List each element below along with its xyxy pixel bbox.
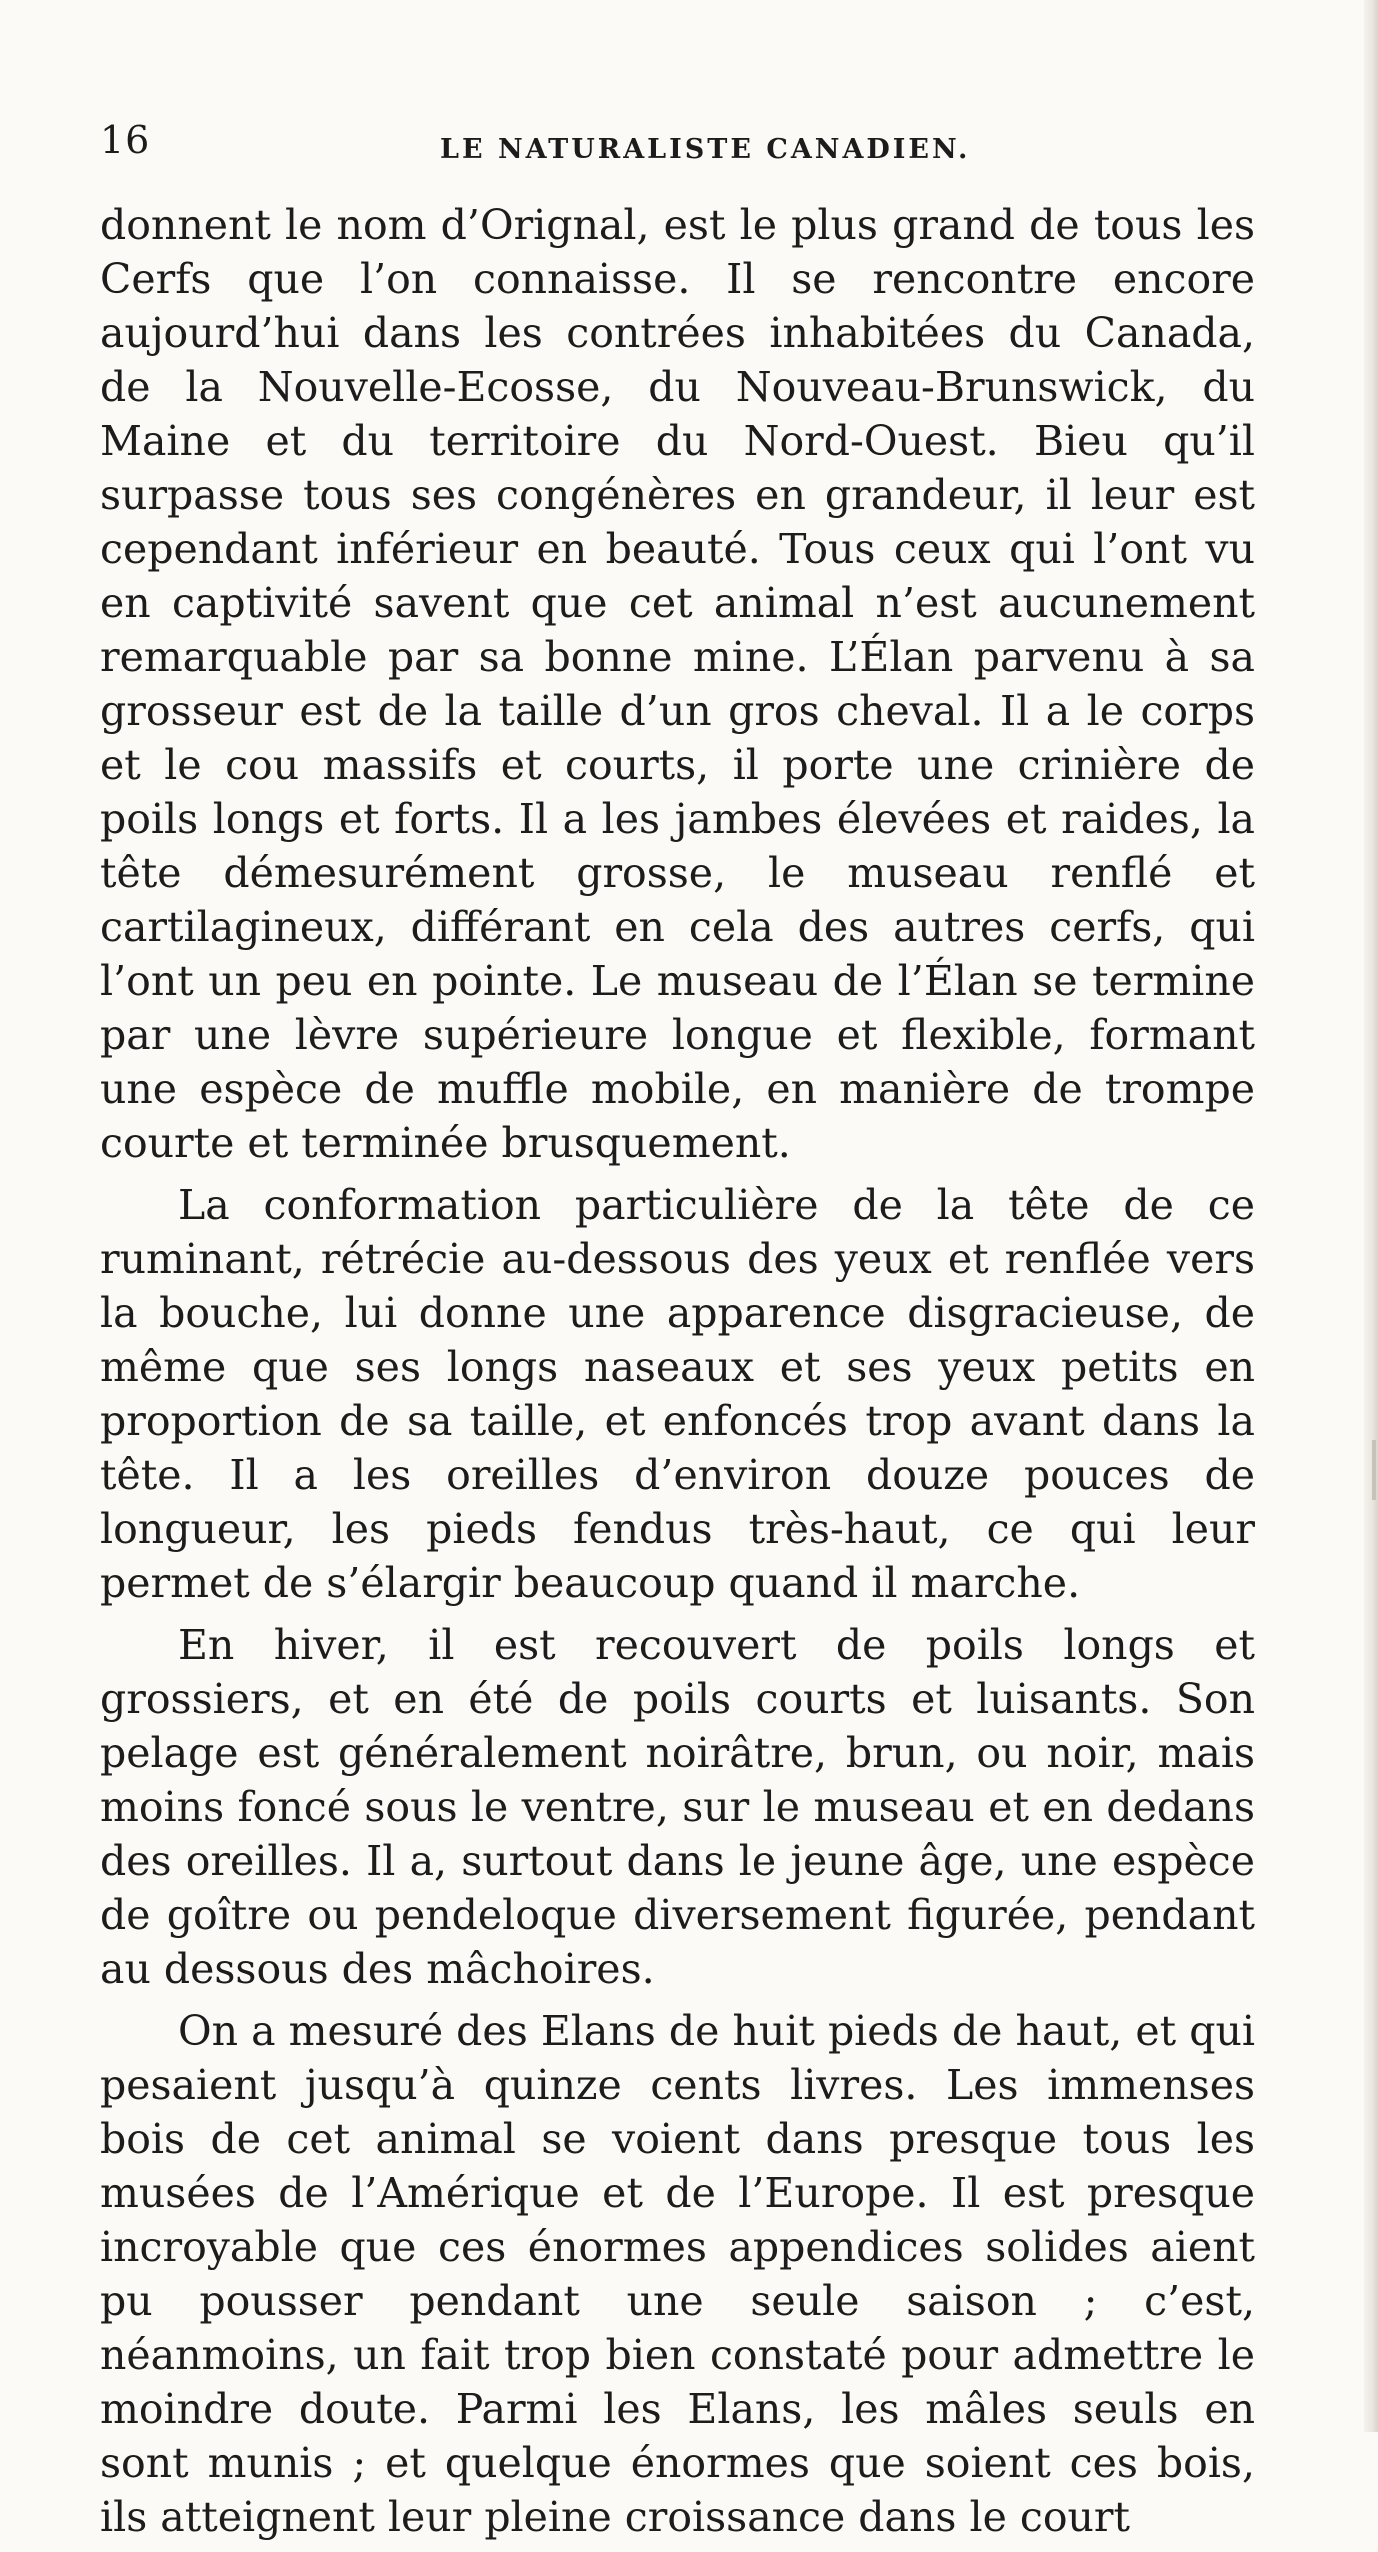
- page-edge: [1364, 0, 1378, 2432]
- running-title: LE NATURALISTE CANADIEN.: [440, 134, 971, 165]
- paragraph-3: En hiver, il est recouvert de poils longs et grossiers, et en été de poils courts et luisants. Son pelage est généralement noirâtre, brun, ou noir, mais moins foncé sous le ventre, sur le museau et en dedans des oreilles. Il a, surtout dans le jeune âge, une espèce de goître ou pendeloque diversement figurée, pendant au dessous des mâchoires.: [100, 1621, 1255, 1993]
- paragraph-1: donnent le nom d’Orignal, est le plus grand de tous les Cerfs que l’on connaisse. Il se rencontre encore aujourd’hui dans les contrées inhabitées du Canada, de la Nouvelle-Ecosse, du Nouveau-Brunswick, du Maine et du territoire du Nord-Ouest. Bieu qu’il surpasse tous ses congénères en grandeur, il leur est cependant inférieur en beauté. Tous ceux qui l’ont vu en captivité savent que cet animal n’est aucunement remarquable par sa bonne mine. L’Élan parvenu à sa grosseur est de la taille d’un gros cheval. Il a le corps et le cou massifs et courts, il porte une crinière de poils longs et forts. Il a les jambes élevées et raides, la tête démesurément grosse, le museau renflé et cartilagineux, différant en cela des autres cerfs, qui l’ont un peu en pointe. Le museau de l’Élan se termine par une lèvre supérieure longue et flexible, formant une espèce de muffle mobile, en manière de trompe courte et terminée brusquement.: [100, 201, 1255, 1167]
- paragraph-4: On a mesuré des Elans de huit pieds de haut, et qui pesaient jusqu’à quinze cents livres. Les immenses bois de cet animal se voient dans presque tous les musées de l’Amérique et de l’Europe. Il est presque incroyable que ces énormes appendices solides aient pu pousser pendant une seule saison ; c’est, néanmoins, un fait trop bien constaté pour admettre le moindre doute. Parmi les Elans, les mâles seuls en sont munis ; et quelque énormes que soient ces bois, ils atteignent leur pleine croissance dans le court: [100, 2007, 1255, 2541]
- page-edge-mark: [1372, 1440, 1376, 1500]
- body-text: [100, 198, 1255, 2552]
- page-number: 16: [100, 118, 151, 162]
- paragraph-2: La conformation particulière de la tête de ce ruminant, rétrécie au-dessous des yeux et renflée vers la bouche, lui donne une apparence disgracieuse, de même que ses longs naseaux et ses yeux petits en proportion de sa taille, et enfoncés trop avant dans la tête. Il a les oreilles d’environ douze pouces de longueur, les pieds fendus très-haut, ce qui leur permet de s’élargir beaucoup quand il marche.: [100, 1181, 1255, 1607]
